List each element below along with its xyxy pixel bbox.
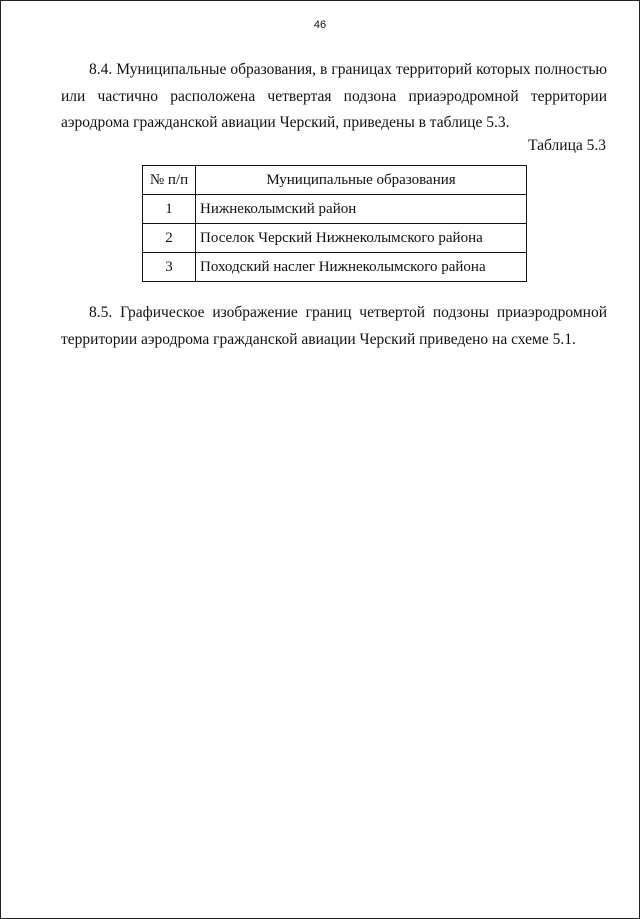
table-caption: Таблица 5.3 [528,137,606,154]
header-number: № п/п [143,166,196,195]
paragraph-8-5: 8.5. Графическое изображение границ четвертой подзоны приаэродромной территории аэродрома гражданской авиации Черский приведено на схеме 5.1. [61,304,607,348]
row-number: 3 [143,253,196,282]
header-municipalities: Муниципальные образования [196,166,527,195]
page-number: 46 [313,19,327,31]
row-name: Нижнеколымский район [196,195,527,224]
table-row [143,195,527,224]
table-row [143,224,527,253]
row-number: 2 [143,224,196,253]
table-header-row [143,166,527,195]
municipalities-table [142,165,527,282]
row-name: Походский наслег Нижнеколымского района [196,253,527,282]
paragraph-8-4: 8.4. Муниципальные образования, в границах территорий которых полностью или частично расположена четвертая подзона приаэродромной территории аэродрома гражданской авиации Черский, приведены в таблице 5.3. [61,61,607,131]
row-name: Поселок Черский Нижнеколымского района [196,224,527,253]
row-number: 1 [143,195,196,224]
table-row [143,253,527,282]
